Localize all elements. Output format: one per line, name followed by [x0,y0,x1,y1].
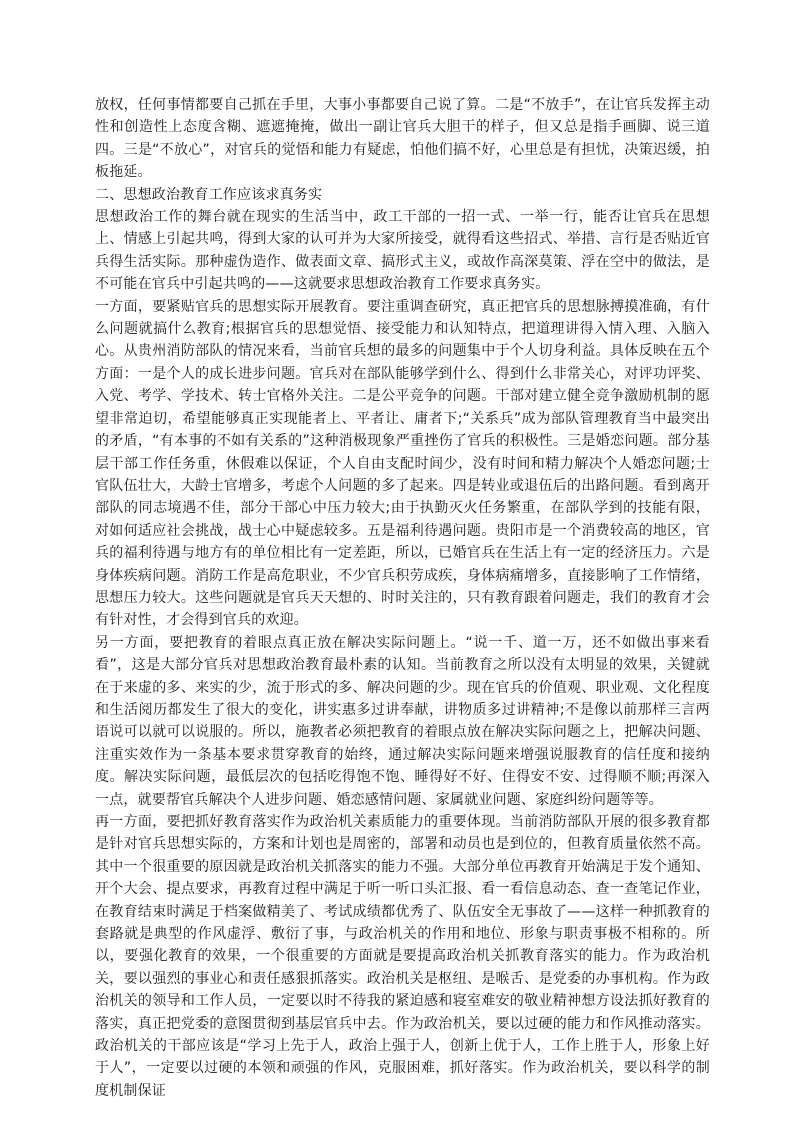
section-heading: 二、思想政治教育工作应该求真务实 [95,186,323,203]
document-body [95,94,710,1102]
paragraph-second-aspect: 另一方面，要把教育的着眼点真正放在解决实际问题上。“说一千、道一万，还不如做出事来看看”，这是大部分官兵对思想政治教育最朴素的认知。当前教育之所以没有太明显的效果，关键就在于来虚的多、来实的少，流于形式的多、解决问题的少。现在官兵的价值观、职业观、文化程度和生活阅历都发生了很大的变化，讲实惠多过讲奉献，讲物质多过讲精神;不是像以前那样三言两语说可以就可以说服的。所以，施教者必须把教育的着眼点放在解决实际问题之上，把解决问题、注重实效作为一条基本要求贯穿教育的始终，通过解决实际问题来增强说服教育的信任度和接纳度。解决实际问题，最低层次的包括吃得饱不饱、睡得好不好、住得安不安、过得顺不顺;再深入一点，就要帮官兵解决个人进步问题、婚恋感情问题、家属就业问题、家庭纠纷问题等等。 [95,634,710,808]
paragraph-intro-continued: 放权，任何事情都要自己抓在手里，大事小事都要自己说了算。二是“不放手”，在让官兵发挥主动性和创造性上态度含糊、遮遮掩掩，做出一副让官兵大胆干的样子，但又总是指手画脚、说三道四。三是“不放心”，对官兵的觉悟和能力有疑虑，怕他们搞不好，心里总是有担忧，决策迟缓，拍板拖延。 [95,97,710,181]
paragraph-section-intro: 思想政治工作的舞台就在现实的生活当中，政工干部的一招一式、一举一行，能否让官兵在思想上、情感上引起共鸣，得到大家的认可并为大家所接受，就得看这些招式、举措、言行是否贴近官兵得生活实际。那种虚伪造作、做表面文章、搞形式主义，或故作高深莫策、浮在空中的做法，是不可能在官兵中引起共鸣的——这就要求思想政治教育工作要求真务实。 [95,209,710,293]
paragraph-first-aspect: 一方面，要紧贴官兵的思想实际开展教育。要注重调查研究，真正把官兵的思想脉搏摸准确，有什么问题就搞什么教育;根据官兵的思想觉悟、接受能力和认知特点，把道理讲得入情入理、入脑入心。从贵州消防部队的情况来看，当前官兵想的最多的问题集中于个人切身利益。具体反映在五个方面：一是个人的成长进步问题。官兵对在部队能够学到什么、得到什么非常关心，对评功评奖、入党、考学、学技术、转士官格外关注。二是公平竞争的问题。干部对建立健全竞争激励机制的愿望非常迫切，希望能够真正实现能者上、平者让、庸者下;“关系兵”成为部队管理教育当中最突出的矛盾，“有本事的不如有关系的”这种消极现象严重挫伤了官兵的积极性。三是婚恋问题。部分基层干部工作任务重，休假难以保证，个人自由支配时间少，没有时间和精力解决个人婚恋问题;士官队伍壮大，大龄士官增多，考虑个人问题的多了起来。四是转业或退伍后的出路问题。看到离开部队的同志境遇不佳，部分干部心中压力较大;由于执勤灭火任务繁重，在部队学到的技能有限，对如何适应社会挑战，战士心中疑虑较多。五是福利待遇问题。贵阳市是一个消费较高的地区，官兵的福利待遇与地方有的单位相比有一定差距，所以，已婚官兵在生活上有一定的经济压力。六是身体疾病问题。消防工作是高危职业，不少官兵积劳成疾，身体病痛增多，直接影响了工作情绪，思想压力较大。这些问题就是官兵天天想的、时时关注的，只有教育跟着问题走，我们的教育才会有针对性，才会得到官兵的欢迎。 [95,298,710,629]
paragraph-third-aspect: 再一方面，要把抓好教育落实作为政治机关素质能力的重要体现。当前消防部队开展的很多教育都是针对官兵思想实际的，方案和计划也是周密的，部署和动员也是到位的，但教育质量依然不高。其中一个很重要的原因就是政治机关抓落实的能力不强。大部分单位再教育开始满足于发个通知、开个大会、提点要求，再教育过程中满足于听一听口头汇报、看一看信息动态、查一查笔记作业，在教育结束时满足于档案做精美了、考试成绩都优秀了、队伍安全无事故了——这样一种抓教育的套路就是典型的作风虚浮、敷衍了事，与政治机关的作用和地位、形象与职责事极不相称的。所以，要强化教育的效果，一个很重要的方面就是要提高政治机关抓教育落实的能力。作为政治机关，要以强烈的事业心和责任感狠抓落实。政治机关是枢纽、是喉舌、是党委的办事机构。作为政治机关的领导和工作人员，一定要以时不待我的紧迫感和寝室难安的敬业精神想方设法抓好教育的落实，真正把党委的意图贯彻到基层官兵中去。作为政治机关，要以过硬的能力和作风推动落实。政治机关的干部应该是“学习上先于人，政治上强于人，创新上优于人，工作上胜于人，形象上好于人”，一定要以过硬的本领和顽强的作风，克服困难，抓好落实。作为政治机关，要以科学的制度机制保证 [95,814,710,1099]
